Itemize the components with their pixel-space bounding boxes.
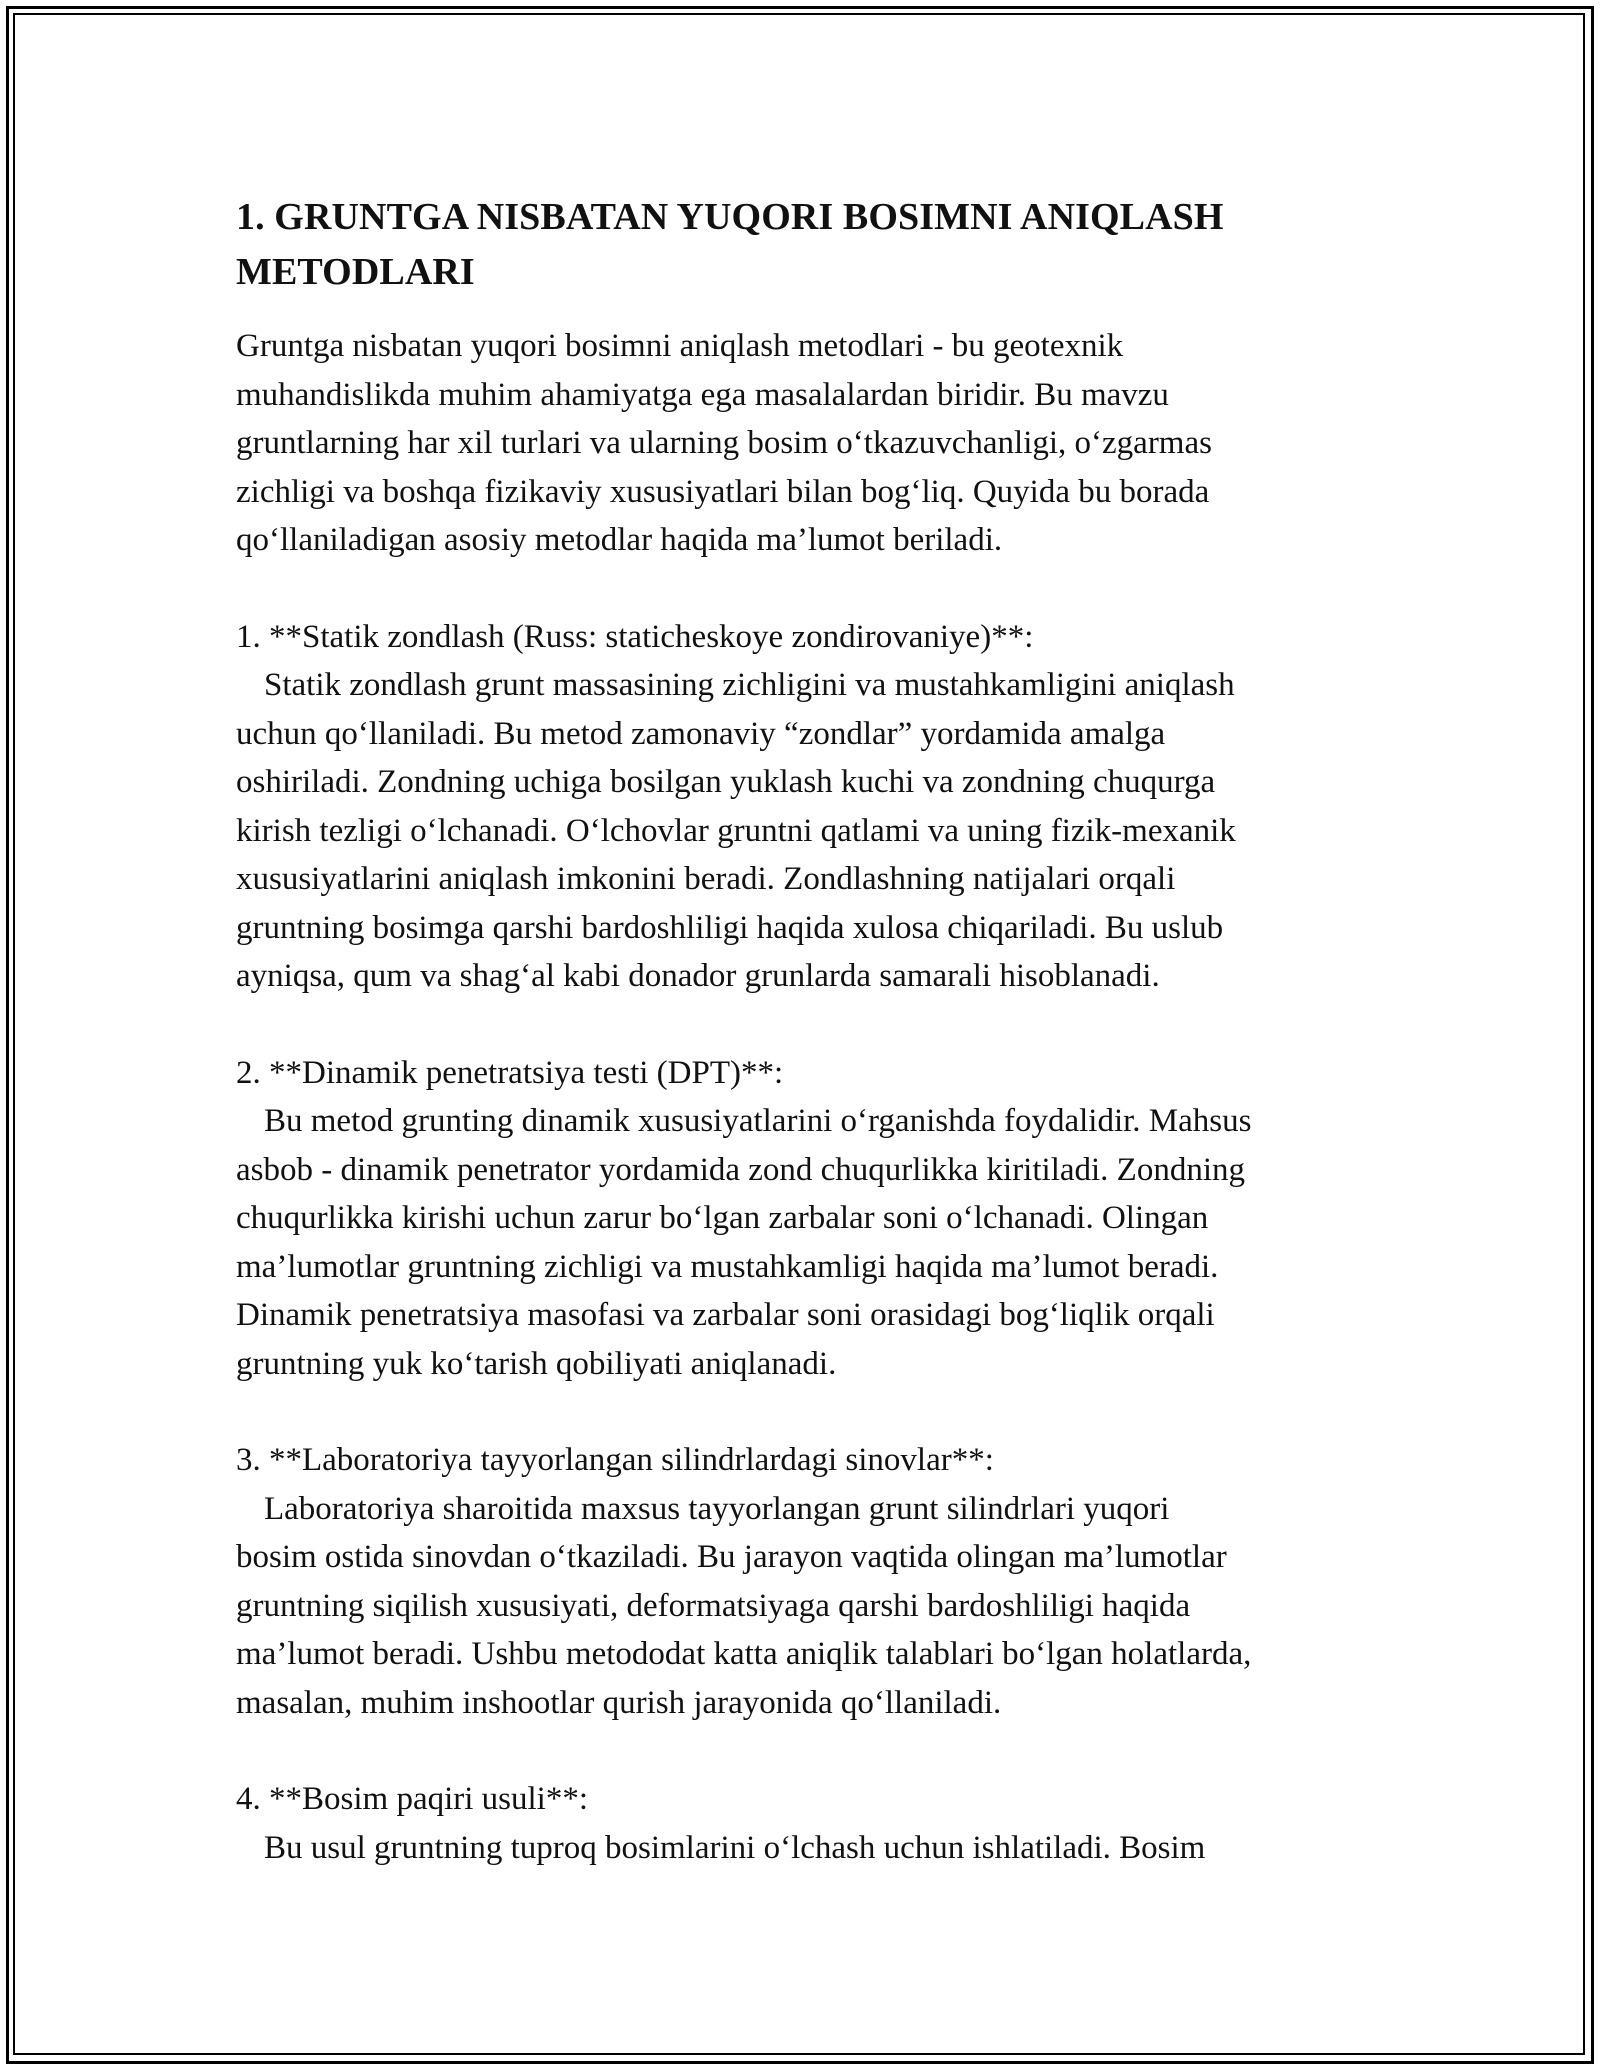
section-line: ma’lumot beradi. Ushbu metododat katta aniqlik talablari bo‘lgan holatlarda,	[236, 1636, 1252, 1672]
section-line: ayniqsa, qum va shag‘al kabi donador grunlarda samarali hisoblanadi.	[236, 958, 1160, 994]
section-laboratory-cylinders	[236, 1436, 1386, 1727]
intro-paragraph	[236, 322, 1386, 565]
title-line-1: 1. GRUNTGA NISBATAN YUQORI BOSIMNI ANIQLASH	[236, 196, 1224, 238]
intro-line: muhandislikda muhim ahamiyatga ega masalalardan biridir. Bu mavzu	[236, 376, 1169, 413]
section-body	[236, 1485, 1386, 1728]
intro-line: qo‘llaniladigan asosiy metodlar haqida ma’lumot beriladi.	[236, 522, 1003, 558]
section-body	[236, 1097, 1386, 1388]
section-line: Bu usul gruntning tuproq bosimlarini o‘lchash uchun ishlatiladi. Bosim	[264, 1829, 1206, 1866]
section-heading: 4. **Bosim paqiri usuli**:	[236, 1781, 589, 1817]
section-line: Bu metod grunting dinamik xususiyatlarini o‘rganishda foydalidir. Mahsus	[264, 1103, 1252, 1139]
section-line: xususiyatlarini aniqlash imkonini beradi. Zondlashning natijalari orqali	[236, 861, 1176, 897]
section-line: gruntning siqilish xususiyati, deformatsiyaga qarshi bardoshliligi haqida	[236, 1587, 1191, 1624]
section-line: Laboratoriya sharoitida maxsus tayyorlangan grunt silindrlari yuqori	[264, 1490, 1170, 1527]
section-pressure-bucket	[236, 1775, 1386, 1872]
intro-line: zichligi va boshqa fizikaviy xususiyatlari bilan bog‘liq. Quyida bu borada	[236, 473, 1210, 510]
section-line: oshiriladi. Zondning uchiga bosilgan yuklash kuchi va zondning chuqurga	[236, 764, 1216, 800]
title-line-2: METODLARI	[236, 251, 475, 293]
section-line: Statik zondlash grunt massasining zichligini va mustahkamligini aniqlash	[264, 667, 1235, 703]
section-heading: 3. **Laboratoriya tayyorlangan silindrlardagi sinovlar**:	[236, 1442, 994, 1478]
section-line: bosim ostida sinovdan o‘tkaziladi. Bu jarayon vaqtida olingan ma’lumotlar	[236, 1539, 1227, 1575]
intro-line: Gruntga nisbatan yuqori bosimni aniqlash metodlari - bu geotexnik	[236, 328, 1124, 364]
section-line: asbob - dinamik penetrator yordamida zond chuqurlikka kiritiladi. Zondning	[236, 1151, 1245, 1188]
section-body	[236, 1824, 1386, 1873]
section-line: masalan, muhim inshootlar qurish jarayonida qo‘llaniladi.	[236, 1684, 1002, 1721]
section-line: kirish tezligi o‘lchanadi. O‘lchovlar gruntni qatlami va uning fizik-mexanik	[236, 812, 1236, 849]
section-line: uchun qo‘llaniladi. Bu metod zamonaviy “zondlar” yordamida amalga	[236, 715, 1166, 752]
section-line: Dinamik penetratsiya masofasi va zarbalar soni orasidagi bog‘liqlik orqali	[236, 1297, 1215, 1333]
section-line: ma’lumotlar gruntning zichligi va mustahkamligi haqida ma’lumot beradi.	[236, 1248, 1219, 1285]
section-dynamic-penetration	[236, 1049, 1386, 1389]
document-page	[236, 190, 1386, 1872]
section-body	[236, 661, 1386, 1001]
document-title	[236, 190, 1386, 300]
section-line: chuqurlikka kirishi uchun zarur bo‘lgan zarbalar soni o‘lchanadi. Olingan	[236, 1200, 1209, 1236]
section-line: gruntning yuk ko‘tarish qobiliyati aniqlanadi.	[236, 1345, 837, 1382]
intro-line: gruntlarning har xil turlari va ularning bosim o‘tkazuvchanligi, o‘zgarmas	[236, 425, 1212, 461]
section-static-sounding	[236, 613, 1386, 1001]
section-line: gruntning bosimga qarshi bardoshliligi haqida xulosa chiqariladi. Bu uslub	[236, 909, 1224, 946]
section-heading: 1. **Statik zondlash (Russ: staticheskoye zondirovaniye)**:	[236, 618, 1034, 655]
section-heading: 2. **Dinamik penetratsiya testi (DPT)**:	[236, 1054, 784, 1091]
